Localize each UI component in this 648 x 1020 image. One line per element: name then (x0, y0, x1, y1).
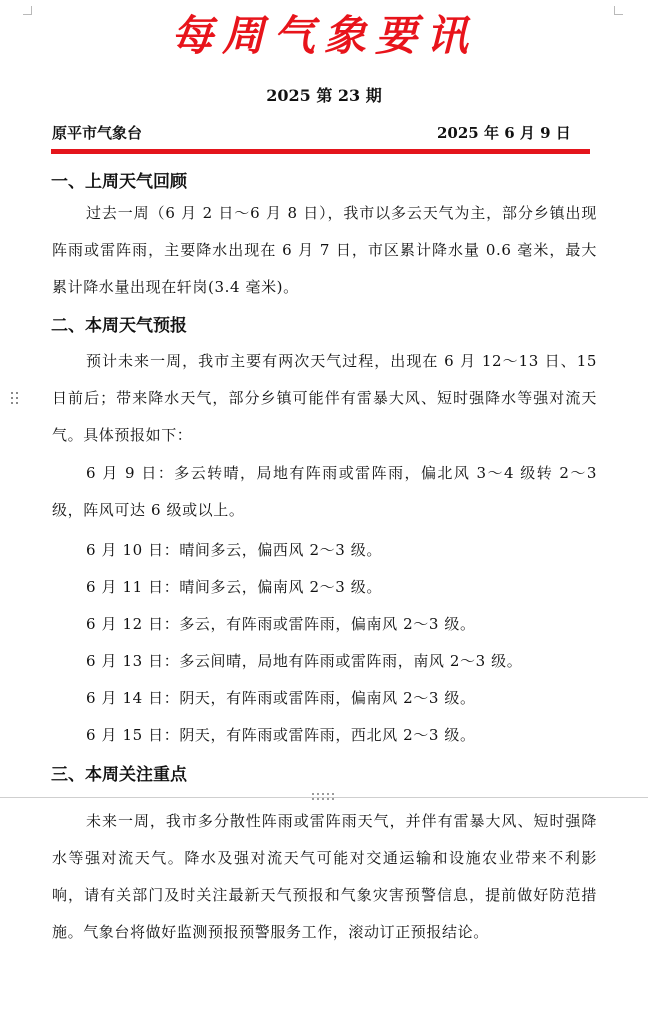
forecast-day-item: 6 月 13 日：多云间晴，局地有阵雨或雷阵雨，南风 2～3 级。 (86, 652, 523, 670)
issue-date: 2025 年 6 月 9 日 (437, 124, 571, 142)
page-break-marker-icon[interactable] (312, 792, 336, 801)
forecast-paragraph: 预计未来一周，我市主要有两次天气过程，出现在 6 月 12～13 日、15 日前后；带来降水天气，部分乡镇可能伴有雷暴大风、短时强降水等强对流天气。具体预报如下： (52, 352, 597, 444)
forecast-day-item: 6 月 9 日：多云转晴，局地有阵雨或雷阵雨，偏北风 3～4 级转 2～3 级，阵风可达 6 级或以上。 (52, 464, 597, 519)
forecast-day-item: 6 月 11 日：晴间多云，偏南风 2～3 级。 (86, 578, 382, 596)
issue-number: 2025 第 23 期 (266, 86, 382, 105)
header-divider (51, 149, 590, 154)
section-heading-forecast: 二、本周天气预报 (51, 316, 187, 336)
forecast-day-item: 6 月 12 日：多云，有阵雨或雷阵雨，偏南风 2～3 级。 (86, 615, 476, 633)
focus-paragraph: 未来一周，我市多分散性阵雨或雷阵雨天气，并伴有雷暴大风、短时强降水等强对流天气。降水及强对流天气可能对交通运输和设施农业带来不利影响，请有关部门及时关注最新天气预报和气象灾害预警信息，提前做好防范措施。气象台将做好监测预报预警服务工作，滚动订正预报结论。 (52, 812, 597, 941)
drag-handle-icon[interactable] (11, 392, 21, 406)
forecast-day-item: 6 月 14 日：阴天，有阵雨或雷阵雨，偏南风 2～3 级。 (86, 689, 476, 707)
forecast-day-item: 6 月 15 日：阴天，有阵雨或雷阵雨，西北风 2～3 级。 (86, 726, 476, 744)
section-heading-focus: 三、本周关注重点 (51, 765, 187, 785)
forecast-day-item: 6 月 10 日：晴间多云，偏西风 2～3 级。 (86, 541, 382, 559)
section-heading-review: 一、上周天气回顾 (51, 172, 187, 192)
issuing-organization: 原平市气象台 (52, 124, 143, 142)
review-paragraph: 过去一周（6 月 2 日～6 月 8 日），我市以多云天气为主，部分乡镇出现阵雨或雷阵雨，主要降水出现在 6 月 7 日，市区累计降水量 0.6 毫米，最大累计降水量出现在轩岗(3.4 毫米)。 (52, 204, 597, 296)
report-title: 每周气象要讯 (170, 11, 477, 60)
